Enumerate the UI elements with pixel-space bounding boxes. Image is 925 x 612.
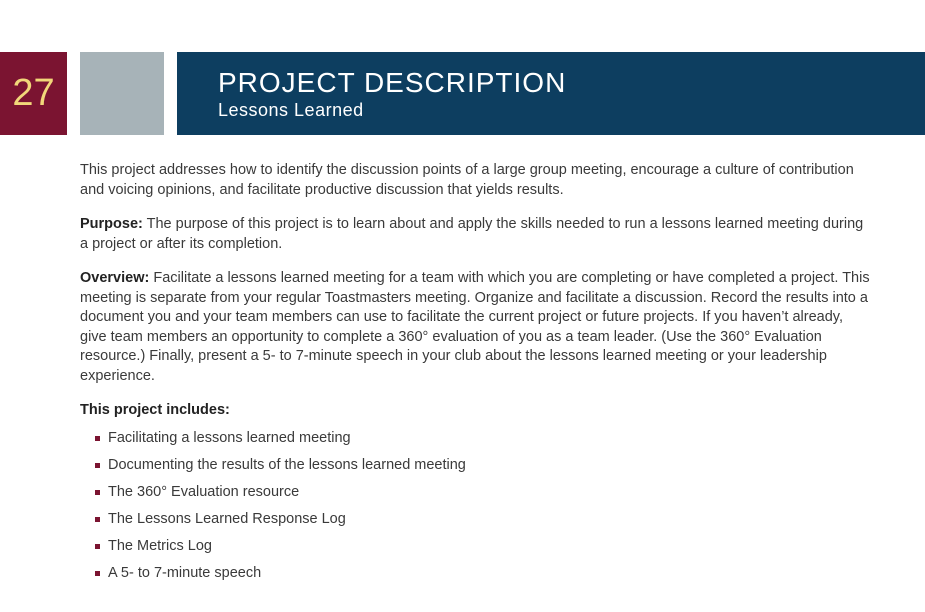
header-gray-block bbox=[80, 52, 164, 135]
bullet-icon bbox=[95, 490, 100, 495]
list-item-text: The Metrics Log bbox=[108, 537, 212, 554]
bullet-icon bbox=[95, 463, 100, 468]
overview-text: Facilitate a lessons learned meeting for a team with which you are completing or have completed a project. This meeting is separate from your regular Toastmasters meeting. Organize and facilitate a discussion. Record the results into a document you and your team members can use to facilitate the current project or future projects. If you haven’t already, give team members an opportunity to complete a 360° evaluation of you as a team leader. (Use the 360° Evaluation resource.) Finally, present a 5- to 7-minute speech in your club about the lessons learned meeting or your leadership experience. bbox=[80, 270, 870, 384]
document-body bbox=[80, 161, 870, 591]
purpose-paragraph bbox=[80, 215, 870, 254]
list-item bbox=[95, 456, 870, 483]
overview-label: Overview: bbox=[80, 270, 150, 286]
list-item-text: A 5- to 7-minute speech bbox=[108, 564, 262, 581]
list-item bbox=[95, 510, 870, 537]
list-item-text: Facilitating a lessons learned meeting bbox=[108, 429, 351, 446]
list-item bbox=[95, 564, 870, 591]
includes-heading: This project includes: bbox=[80, 402, 230, 418]
page-subtitle: Lessons Learned bbox=[218, 100, 364, 120]
purpose-text: The purpose of this project is to learn about and apply the skills needed to run a lessons learned meeting during a project or after its completion. bbox=[80, 216, 864, 252]
bullet-icon bbox=[95, 436, 100, 441]
overview-paragraph bbox=[80, 269, 870, 386]
list-item-text: Documenting the results of the lessons learned meeting bbox=[108, 456, 466, 473]
list-item bbox=[95, 483, 870, 510]
title-band bbox=[177, 52, 925, 135]
list-item bbox=[95, 537, 870, 564]
includes-list bbox=[80, 429, 870, 591]
list-item-text: The Lessons Learned Response Log bbox=[108, 510, 346, 527]
page-number: 27 bbox=[0, 52, 67, 135]
intro-paragraph: This project addresses how to identify the discussion points of a large group meeting, encourage a culture of contribution and voicing opinions, and facilitate productive discussion that yields results. bbox=[80, 162, 854, 198]
purpose-label: Purpose: bbox=[80, 216, 143, 232]
bullet-icon bbox=[95, 571, 100, 576]
list-item-text: The 360° Evaluation resource bbox=[108, 483, 300, 500]
page-title: PROJECT DESCRIPTION bbox=[218, 67, 567, 98]
bullet-icon bbox=[95, 517, 100, 522]
list-item bbox=[95, 429, 870, 456]
bullet-icon bbox=[95, 544, 100, 549]
